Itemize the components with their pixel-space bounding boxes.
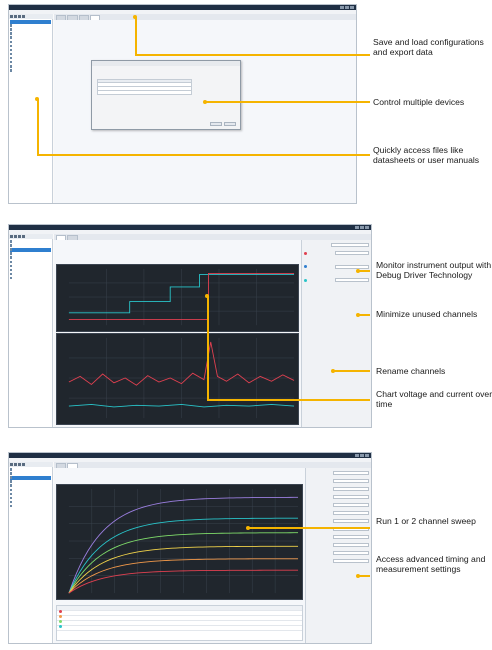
folder-open-icon[interactable]	[14, 235, 17, 238]
channel-color-icon	[304, 279, 307, 282]
document-icon	[10, 273, 12, 275]
project-tree	[9, 239, 53, 427]
callout-leader	[135, 54, 370, 56]
caption-chart-voltage: Chart voltage and current over time	[376, 389, 492, 410]
device-icon	[10, 248, 12, 250]
settings-row	[308, 542, 369, 548]
window-controls[interactable]	[340, 6, 354, 9]
project-tree	[9, 467, 53, 643]
channel-name-input[interactable]	[335, 251, 369, 255]
channel-3-readout	[307, 285, 369, 289]
folder-icon	[10, 252, 12, 254]
settings-row	[308, 486, 369, 492]
document-icon	[10, 505, 12, 507]
callout-dot	[356, 574, 360, 578]
channel-2-readout	[307, 272, 369, 276]
document-icon	[10, 65, 12, 67]
caption-run-sweep: Run 1 or 2 channel sweep	[376, 516, 476, 526]
export-icon[interactable]	[18, 15, 21, 18]
channel-row-1	[304, 250, 369, 256]
callout-dot	[246, 526, 250, 530]
device-row[interactable]	[97, 91, 192, 95]
settings-field[interactable]	[333, 559, 369, 563]
settings-row	[308, 510, 369, 516]
device-icon	[10, 28, 12, 30]
folder-icon	[10, 468, 12, 470]
refresh-icon[interactable]	[22, 15, 25, 18]
settings-row	[308, 534, 369, 540]
device-dialog	[91, 60, 241, 130]
caption-access-files: Quickly access files like datasheets or user manuals	[373, 145, 480, 166]
callout-leader	[207, 399, 370, 401]
plot-area	[69, 269, 294, 325]
dialog-button[interactable]	[224, 122, 236, 126]
voltage-plot	[57, 265, 298, 331]
settings-row	[308, 470, 369, 476]
dialog-button[interactable]	[210, 122, 222, 126]
table-row[interactable]	[57, 626, 302, 631]
document-icon	[10, 269, 12, 271]
channel-row-3	[304, 277, 369, 283]
channel-color-icon	[304, 265, 307, 268]
callout-dot	[35, 97, 39, 101]
document-icon	[10, 497, 12, 499]
callout-leader	[135, 17, 137, 55]
document-icon	[10, 49, 12, 51]
callout-leader	[333, 370, 370, 372]
series-color-icon	[59, 625, 62, 628]
callout-leader	[205, 101, 370, 103]
document-icon	[10, 501, 12, 503]
document-icon	[10, 277, 12, 279]
settings-field[interactable]	[333, 543, 369, 547]
caption-monitor-output: Monitor instrument output with Debug Driver Technology	[376, 260, 492, 281]
main-area	[54, 468, 371, 643]
app-window-sweep	[8, 452, 372, 644]
plot-area	[69, 489, 298, 593]
app-window-files	[8, 4, 357, 204]
save-icon[interactable]	[10, 15, 13, 18]
tree-item[interactable]	[10, 69, 51, 73]
folder-icon	[10, 480, 12, 482]
callout-leader	[37, 99, 39, 155]
callout-leader	[37, 154, 370, 156]
channel-name-input[interactable]	[335, 265, 369, 269]
sweep-plot	[57, 485, 302, 599]
callout-dot	[356, 313, 360, 317]
settings-field[interactable]	[333, 535, 369, 539]
document-icon	[10, 69, 12, 71]
callout-dot	[203, 100, 207, 104]
document-icon	[10, 61, 12, 63]
play-icon[interactable]	[22, 235, 25, 238]
current-chart[interactable]	[56, 333, 299, 425]
play-icon[interactable]	[22, 463, 25, 466]
device-icon	[10, 36, 12, 38]
series-color-icon	[59, 620, 62, 623]
settings-field[interactable]	[333, 551, 369, 555]
settings-field[interactable]	[333, 479, 369, 483]
settings-field[interactable]	[333, 487, 369, 491]
callout-leader	[248, 527, 370, 529]
callout-dot	[356, 269, 360, 273]
caption-save-load: Save and load configurations and export data	[373, 37, 484, 58]
channel-color-icon	[304, 252, 307, 255]
tree-item[interactable]	[10, 505, 51, 509]
tree-item[interactable]	[10, 277, 51, 281]
document-icon	[10, 57, 12, 59]
window-controls[interactable]	[355, 226, 369, 229]
document-icon	[10, 53, 12, 55]
save-icon[interactable]	[10, 463, 13, 466]
caption-rename-channels: Rename channels	[376, 366, 446, 376]
channel-1-readout	[307, 258, 369, 262]
channel-name-input[interactable]	[335, 278, 369, 282]
document-icon	[10, 45, 12, 47]
dialog-title	[92, 61, 240, 66]
export-icon[interactable]	[18, 463, 21, 466]
settings-field[interactable]	[333, 495, 369, 499]
save-icon[interactable]	[10, 235, 13, 238]
caption-minimize-channels: Minimize unused channels	[376, 309, 478, 319]
current-plot	[57, 334, 298, 424]
settings-row	[308, 518, 369, 524]
callout-dot	[331, 369, 335, 373]
settings-row	[308, 558, 369, 564]
sweep-settings-panel	[305, 468, 371, 643]
voltage-chart[interactable]	[56, 264, 299, 332]
callout-leader	[207, 296, 209, 400]
settings-field[interactable]	[333, 471, 369, 475]
sweep-results-table	[56, 605, 303, 641]
settings-field[interactable]	[333, 511, 369, 515]
series-color-icon	[59, 615, 62, 618]
settings-row	[308, 494, 369, 500]
folder-icon	[10, 240, 12, 242]
device-icon	[10, 244, 12, 246]
folder-open-icon[interactable]	[14, 15, 17, 18]
callout-dot	[205, 294, 209, 298]
settings-row	[308, 550, 369, 556]
document-icon	[10, 489, 12, 491]
driver-row	[304, 242, 369, 248]
plot-area	[69, 338, 294, 418]
driver-select[interactable]	[331, 243, 369, 247]
document-icon	[10, 256, 12, 258]
series-color-icon	[59, 610, 62, 613]
document-icon	[10, 493, 12, 495]
settings-field[interactable]	[333, 519, 369, 523]
project-tree	[9, 19, 53, 203]
folder-open-icon[interactable]	[14, 463, 17, 466]
device-grid	[97, 79, 192, 95]
sweep-chart[interactable]	[56, 484, 303, 600]
device-icon	[10, 32, 12, 34]
caption-access-timing: Access advanced timing and measurement settings	[376, 554, 486, 575]
app-window-monitor	[8, 224, 372, 428]
caption-control-multiple: Control multiple devices	[373, 97, 465, 107]
document-icon	[10, 265, 12, 267]
settings-row	[308, 502, 369, 508]
document-icon	[10, 484, 12, 486]
device-icon	[10, 476, 12, 478]
device-icon	[10, 472, 12, 474]
window-controls[interactable]	[355, 454, 369, 457]
folder-icon	[10, 41, 12, 43]
export-icon[interactable]	[18, 235, 21, 238]
settings-row	[308, 478, 369, 484]
callout-dot	[133, 15, 137, 19]
settings-field[interactable]	[333, 503, 369, 507]
folder-icon	[10, 24, 12, 26]
document-icon	[10, 261, 12, 263]
